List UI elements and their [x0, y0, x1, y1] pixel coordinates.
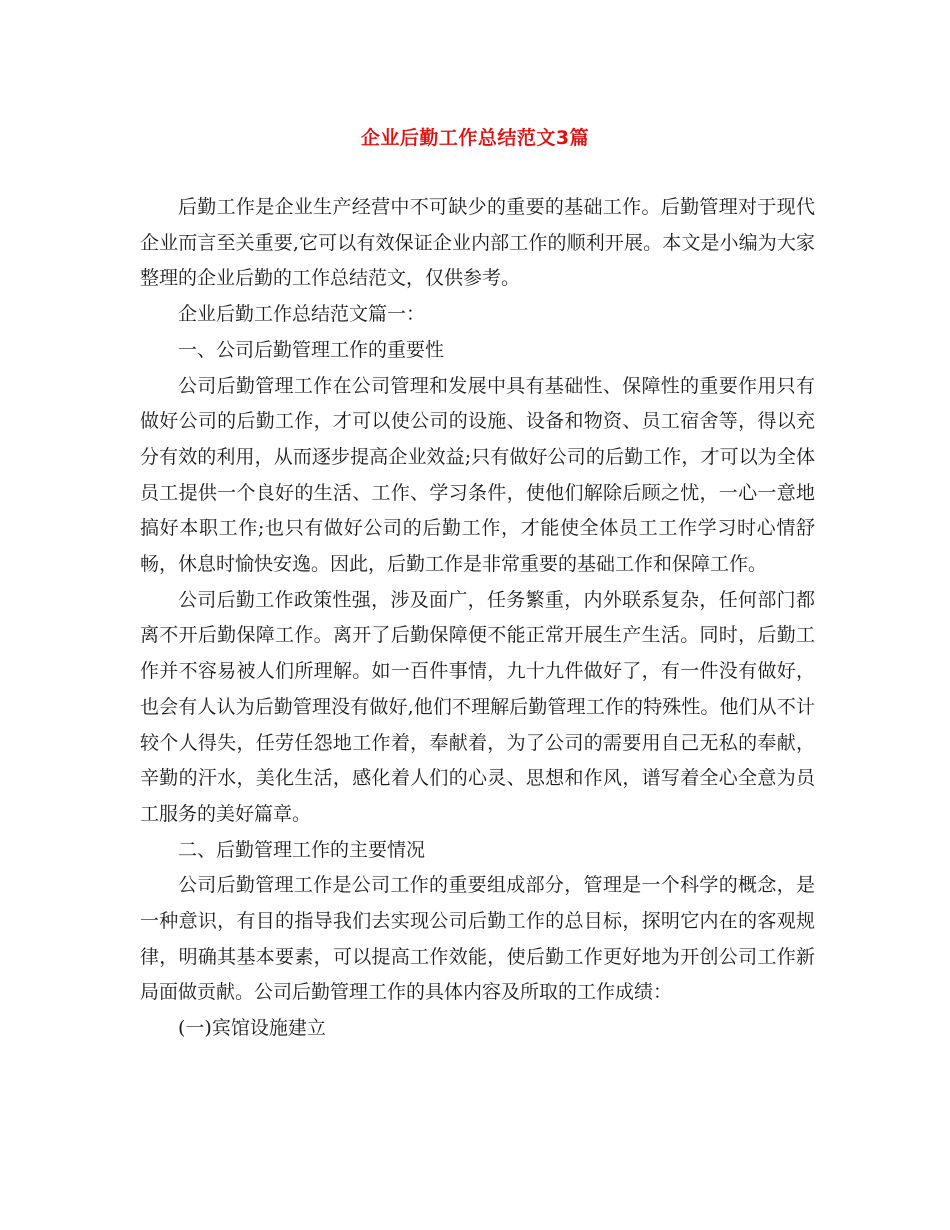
subheading-importance: 一、公司后勤管理工作的重要性 — [178, 338, 445, 361]
document-title: 企业后勤工作总结范文3篇 — [360, 127, 590, 149]
body-paragraph: 公司后勤工作政策性强，涉及面广，任务繁重，内外联系复杂，任何部门都离不开后勤保障工作。离开了后勤保障便不能正常开展生产生活。同时，后勤工作并不容易被人们所理解。如一百件事情，九十九件做好了，有一件没有做好，也会有人认为后勤管理没有做好,他们不理解后勤管理工作的特殊性。他们从不计较个人得失，任劳任怨地工作着，奉献着，为了公司的需要用自己无私的奉献，辛勤的汗水，美化生活，感化着人们的心灵、思想和作风，谱写着全心全意为员工服务的美好篇章。 — [140, 588, 815, 825]
body-paragraph: 公司后勤管理工作在公司管理和发展中具有基础性、保障性的重要作用只有做好公司的后勤工作，才可以使公司的设施、设备和物资、员工宿舍等，得以充分有效的利用，从而逐步提高企业效益;只有做好公司的后勤工作，才可以为全体员工提供一个良好的生活、工作、学习条件，使他们解除后顾之忧，一心一意地搞好本职工作;也只有做好公司的后勤工作，才能使全体员工工作学习时心情舒畅，休息时愉快安逸。因此，后勤工作是非常重要的基础工作和保障工作。 — [140, 374, 815, 576]
body-paragraph: 公司后勤管理工作是公司工作的重要组成部分，管理是一个科学的概念，是一种意识，有目的指导我们去实现公司后勤工作的总目标，探明它内在的客观规律，明确其基本要素，可以提高工作效能，使后勤工作更好地为开创公司工作新局面做贡献。公司后勤管理工作的具体内容及所取的工作成绩： — [140, 874, 815, 1004]
section-heading-part-one: 企业后勤工作总结范文篇一： — [178, 303, 426, 326]
subheading-main-situation: 二、后勤管理工作的主要情况 — [178, 838, 426, 861]
subheading-hotel-facilities: (一)宾馆设施建立 — [178, 1017, 326, 1040]
document-body — [140, 190, 815, 1047]
intro-paragraph: 后勤工作是企业生产经营中不可缺少的重要的基础工作。后勤管理对于现代企业而言至关重要,它可以有效保证企业内部工作的顺利开展。本文是小编为大家整理的企业后勤的工作总结范文，仅供参考。 — [140, 196, 815, 290]
